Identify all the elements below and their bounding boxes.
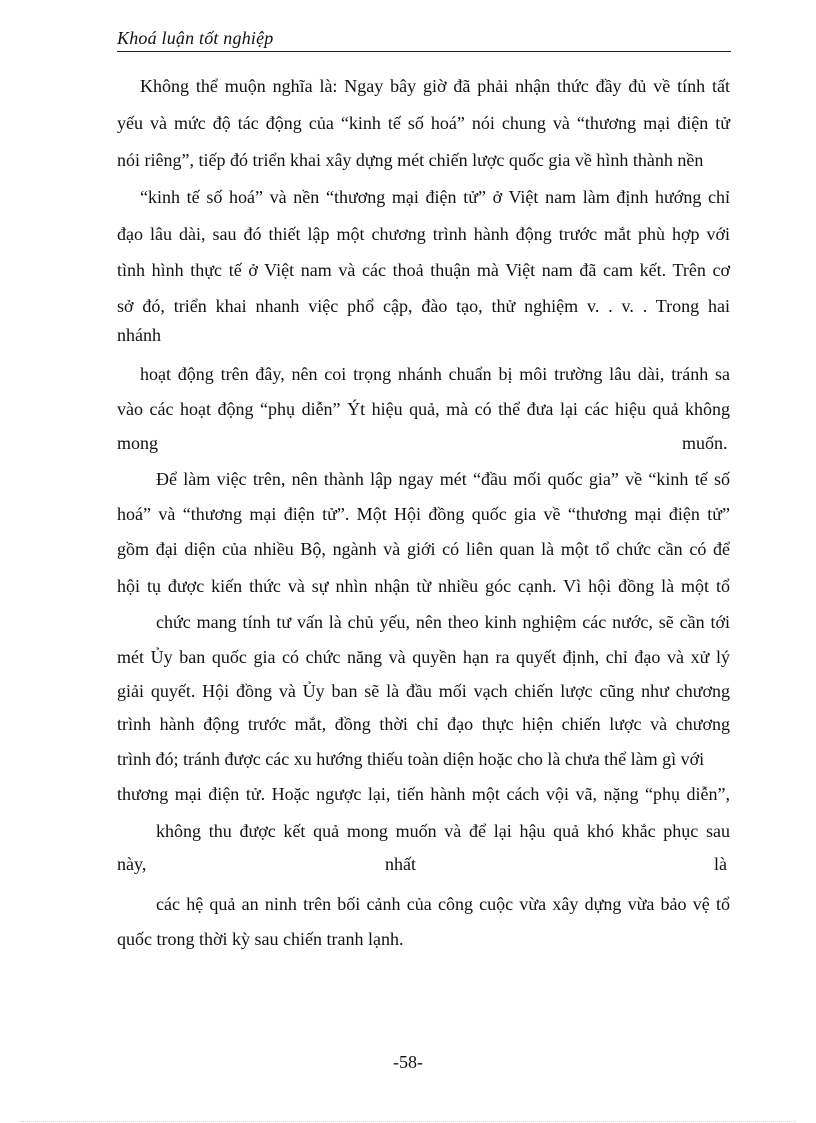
body-line: tình hình thực tế ở Việt nam và các thoả thuận mà Việt nam đã cam kết. Trên cơ — [117, 260, 730, 280]
body-line: Để làm việc trên, nên thành lập ngay mét “đầu mối quốc gia” về “kinh tế số — [156, 469, 730, 489]
body-line: giải quyết. Hội đồng và Ủy ban sẽ là đầu mối vạch chiến lược cũng như chương — [117, 681, 730, 701]
header-title: Khoá luận tốt nghiệp — [117, 28, 274, 48]
page-number: -58- — [393, 1052, 423, 1072]
body-line: trình đó; tránh được các xu hướng thiếu toàn diện hoặc cho là chưa thể làm gì với — [117, 749, 705, 769]
page-bottom-divider — [20, 1121, 796, 1122]
body-line: quốc trong thời kỳ sau chiến tranh lạnh. — [117, 929, 404, 949]
body-line: trình hành động trước mắt, đồng thời chỉ đạo thực hiện chiến lược và chương — [117, 714, 730, 734]
body-line: nhánh — [117, 325, 161, 345]
body-line: hoá” và “thương mại điện tử”. Một Hội đồng quốc gia về “thương mại điện tử” — [117, 504, 730, 524]
body-line: nói riêng”, tiếp đó triển khai xây dựng mét chiến lược quốc gia về hình thành nền — [117, 150, 704, 170]
body-line: mong — [117, 433, 159, 453]
body-line: gồm đại diện của nhiều Bộ, ngành và giới có liên quan là một tổ chức cần có để — [117, 539, 730, 559]
body-line: đạo lâu dài, sau đó thiết lập một chương trình hành động trước mắt phù hợp với — [117, 224, 730, 244]
body-line: vào các hoạt động “phụ diễn” Ýt hiệu quả, mà có thể đưa lại các hiệu quả không — [117, 399, 730, 419]
body-line: không thu được kết quả mong muốn và để lại hậu quả khó khắc phục sau — [156, 821, 730, 841]
body-line: là — [714, 854, 727, 874]
body-line: thương mại điện tử. Hoặc ngược lại, tiến hành một cách vội vã, nặng “phụ diễn”, — [117, 784, 730, 804]
body-line: Không thể muộn nghĩa là: Ngay bây giờ đã phải nhận thức đầy đủ về tính tất — [140, 76, 730, 96]
body-line: muốn. — [682, 433, 728, 453]
body-line: các hệ quả an ninh trên bối cảnh của công cuộc vừa xây dựng vừa bảo vệ tổ — [156, 894, 730, 914]
body-line: này, — [117, 854, 147, 874]
body-line: “kinh tế số hoá” và nền “thương mại điện tử” ở Việt nam làm định hướng chỉ — [140, 187, 730, 207]
body-line: mét Ủy ban quốc gia có chức năng và quyền hạn ra quyết định, chỉ đạo và xử lý — [117, 647, 730, 667]
body-line: chức mang tính tư vấn là chủ yếu, nên theo kinh nghiệm các nước, sẽ cần tới — [156, 612, 730, 632]
body-line: hoạt động trên đây, nên coi trọng nhánh chuẩn bị môi trường lâu dài, tránh sa — [140, 364, 730, 384]
page-header — [117, 24, 731, 52]
body-line: yếu và mức độ tác động của “kinh tế số hoá” nói chung và “thương mại điện tử — [117, 113, 730, 133]
body-line: sở đó, triển khai nhanh việc phổ cập, đào tạo, thử nghiệm v. . v. . Trong hai — [117, 296, 730, 316]
body-line: hội tụ được kiến thức và sự nhìn nhận từ nhiều góc cạnh. Vì hội đồng là một tổ — [117, 576, 730, 596]
body-line: nhất — [385, 854, 416, 874]
